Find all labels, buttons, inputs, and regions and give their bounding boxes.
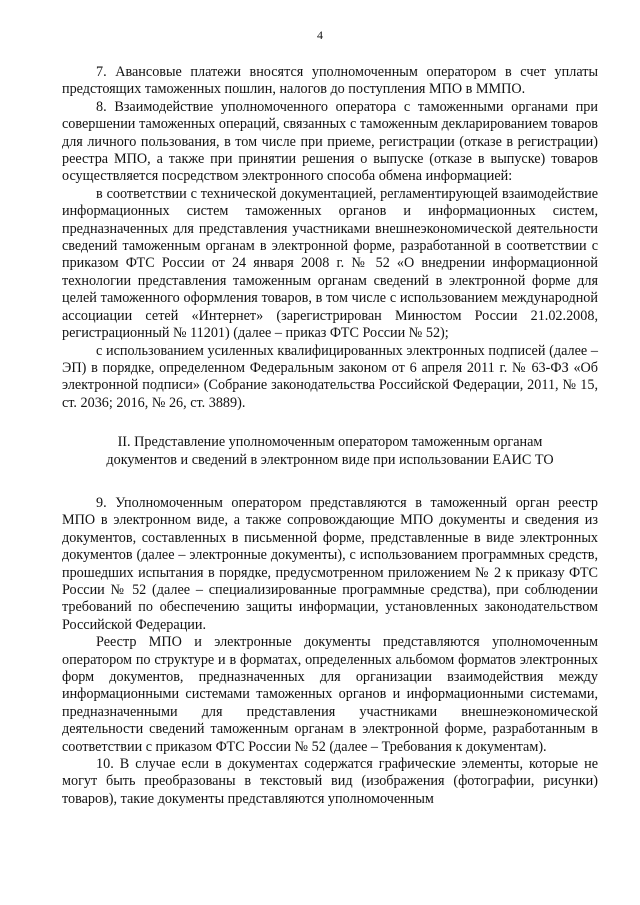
page-number: 4: [317, 28, 323, 42]
document-body: [62, 64, 598, 808]
paragraph-8: 8. Взаимодействие уполномоченного оператора с таможенными органами при совершении таможенных операций, связанных с таможенным декларированием товаров для личного пользования, в том числе при приеме, регистрации (отказе в регистрации) реестра МПО, а также при принятии решения о выпуске (отказе в выпуске) товаров осуществляется посредством электронного способа обмена информацией:: [62, 98, 598, 185]
paragraph-9: 9. Уполномоченным оператором представляются в таможенный орган реестр МПО в электронном виде, а также сопровождающие МПО документы и сведения из документов, составленных в письменной форме, представленные в виде электронных документов (далее – электронные документы), с использованием программных средств, прошедших испытания в порядке, предусмотренном приложением № 2 к приказу ФТС России № 52 (далее – специализированные программные средства), при соблюдении требований по обеспечению защиты информации, установленных законодательством Российской Федерации.: [62, 494, 598, 633]
paragraph-7: 7. Авансовые платежи вносятся уполномоченным оператором в счет уплаты предстоящих таможенных пошлин, налогов до поступления МПО в ММПО.: [62, 64, 598, 98]
paragraph-8-item-technical-documentation: в соответствии с технической документацией, регламентирующей взаимодействие информационных систем таможенных органов и информационных систем, предназначенных для представления участниками внешнеэкономической деятельности сведений таможенным органам в электронной форме, разработанной в соответствии с приказом ФТС России от 24 января 2008 г. № 52 «О внедрении информационной технологии представления таможенным органам сведений в электронной форме для целей таможенного оформления товаров, в том числе с использованием международной ассоциации сетей «Интернет» (зарегистрирован Минюстом России 21.02.2008, регистрационный № 11201) (далее – приказ ФТС России № 52);: [62, 185, 598, 342]
paragraph-10: 10. В случае если в документах содержатся графические элементы, которые не могут быть преобразованы в текстовый вид (изображения (фотографии, рисунки) товаров), такие документы представляются уполномоченным: [62, 756, 598, 807]
paragraph-9-registry-formats: Реестр МПО и электронные документы представляются уполномоченным оператором по структуре и в форматах, определенных альбомом форматов электронных форм документов, предназначенных для организации взаимодействия между информационными системами таможенных органов и информационными системами, предназначенными для представления участниками внешнеэкономической деятельности сведений таможенным органам в электронной форме, разработанным в соответствии с приказом ФТС России № 52 (далее – Требования к документам).: [62, 634, 598, 755]
section-heading: II. Представление уполномоченным оператором таможенным органам документов и сведений в электронном виде при использовании ЕАИС ТО: [106, 434, 554, 468]
paragraph-8-item-electronic-signatures: с использованием усиленных квалифицированных электронных подписей (далее – ЭП) в порядке, определенном Федеральным законом от 6 апреля 2011 г. № 63-ФЗ «Об электронной подписи» (Собрание законодательства Российской Федерации, 2011, № 15, ст. 2036; 2016, № 26, ст. 3889).: [62, 342, 598, 411]
